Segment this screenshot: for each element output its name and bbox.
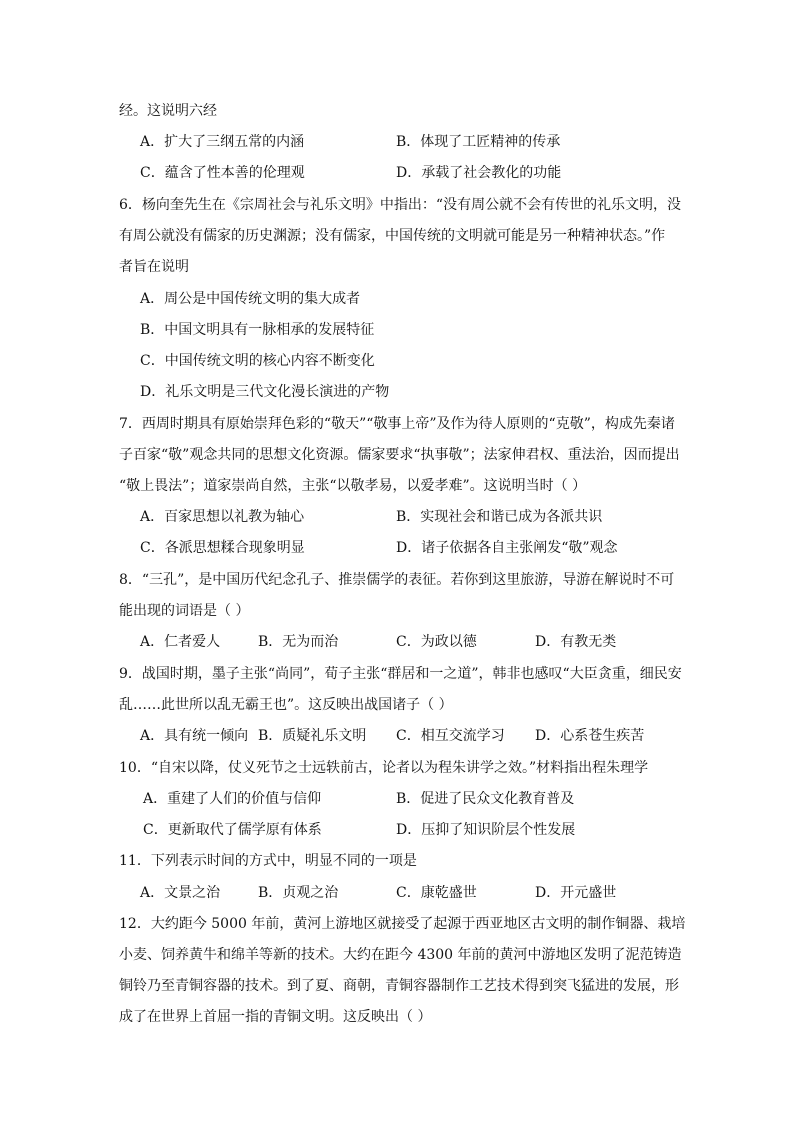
q8-stem-line2: 能出现的词语是（ ） xyxy=(119,603,250,619)
q7-option-c: C．各派思想糅合现象明显 xyxy=(140,540,305,556)
q6-option-b: B．中国文明具有一脉相承的发展特征 xyxy=(140,322,375,338)
q10-option-a: A．重建了人们的价值与信仰 xyxy=(143,791,322,807)
q6-stem-line2: 有周公就没有儒家的历史渊源；没有儒家，中国传统的文明就可能是另一种精神状态。”作 xyxy=(119,228,666,244)
q7-stem-line3: “敬上畏法”；道家崇尚自然，主张“以敬孝易，以爱孝难”。这说明当时（ ） xyxy=(119,478,587,494)
q9-option-c: C．相互交流学习 xyxy=(396,728,505,744)
q10-option-b: B．促进了民众文化教育普及 xyxy=(396,791,575,807)
q5-option-b: B．体现了工匠精神的传承 xyxy=(396,134,561,150)
q9-option-d: D．心系苍生疾苦 xyxy=(535,728,645,744)
q8-stem-line1: 8．“三孔”，是中国历代纪念孔子、推崇儒学的表征。若你到这里旅游，导游在解说时不可 xyxy=(119,572,675,588)
q8-option-a: A．仁者爱人 xyxy=(140,634,221,650)
q7-stem-line2: 子百家“敬”观念共同的思想文化资源。儒家要求“执事敬”；法家伸君权、重法治，因而提出 xyxy=(119,447,680,463)
q11-option-d: D．开元盛世 xyxy=(535,885,617,901)
q5-option-c: C．蕴含了性本善的伦理观 xyxy=(140,165,305,181)
q11-option-c: C．康乾盛世 xyxy=(396,885,477,901)
q5-option-d: D．承载了社会教化的功能 xyxy=(396,165,562,181)
q9-option-b: B．质疑礼乐文明 xyxy=(258,728,367,744)
q6-stem-line1: 6．杨向奎先生在《宗周社会与礼乐文明》中指出：“没有周公就不会有传世的礼乐文明，没 xyxy=(119,197,682,213)
q6-option-a: A．周公是中国传统文明的集大成者 xyxy=(140,291,361,307)
q11-option-b: B．贞观之治 xyxy=(258,885,339,901)
q10-option-c: C．更新取代了儒学原有体系 xyxy=(143,822,322,838)
q12-stem-line4: 成了在世界上首屈一指的青铜文明。这反映出（ ） xyxy=(119,1009,432,1025)
q9-stem-line2: 乱……此世所以乱无霸王也”。这反映出战国诸子（ ） xyxy=(119,697,453,713)
q12-stem-line1: 12．大约距今 5000 年前，黄河上游地区就接受了起源于西亚地区古文明的制作铜器、栽培 xyxy=(119,916,686,932)
q8-option-c: C．为政以德 xyxy=(396,634,477,650)
q5-stem-tail: 经。这说明六经 xyxy=(119,103,217,119)
q6-stem-line3: 者旨在说明 xyxy=(119,259,189,275)
q9-stem-line1: 9．战国时期，墨子主张“尚同”，荀子主张“群居和一之道”，韩非也感叹“大臣贪重，细民安 xyxy=(119,666,682,682)
q8-option-d: D．有教无类 xyxy=(535,634,617,650)
q8-option-b: B．无为而治 xyxy=(258,634,339,650)
q12-stem-line3: 铜铃乃至青铜容器的技术。到了夏、商朝，青铜容器制作工艺技术得到突飞猛进的发展，形 xyxy=(119,978,679,994)
q7-stem-line1: 7．西周时期具有原始崇拜色彩的“敬天”“敬事上帝”及作为待人原则的“克敬”，构成先秦诸 xyxy=(119,416,675,432)
q12-stem-line2: 小麦、饲养黄牛和绵羊等新的技术。大约在距今 4300 年前的黄河中游地区发明了泥范铸造 xyxy=(119,947,682,963)
q6-option-c: C．中国传统文明的核心内容不断变化 xyxy=(140,353,375,369)
q11-stem-line1: 11．下列表示时间的方式中，明显不同的一项是 xyxy=(119,853,417,869)
q11-option-a: A．文景之治 xyxy=(140,885,221,901)
q5-option-a: A．扩大了三纲五常的内涵 xyxy=(140,134,305,150)
q7-option-a: A．百家思想以礼教为轴心 xyxy=(140,509,305,525)
q9-option-a: A．具有统一倾向 xyxy=(140,728,249,744)
q7-option-d: D．诸子依据各自主张阐发“敬”观念 xyxy=(396,540,618,556)
q6-option-d: D．礼乐文明是三代文化漫长演进的产物 xyxy=(140,384,390,400)
q7-option-b: B．实现社会和谐已成为各派共识 xyxy=(396,509,603,525)
q10-stem-line1: 10．“自宋以降，仗义死节之士远轶前古，论者以为程朱讲学之效。”材料指出程朱理学 xyxy=(119,760,649,776)
q10-option-d: D．压抑了知识阶层个性发展 xyxy=(396,822,576,838)
